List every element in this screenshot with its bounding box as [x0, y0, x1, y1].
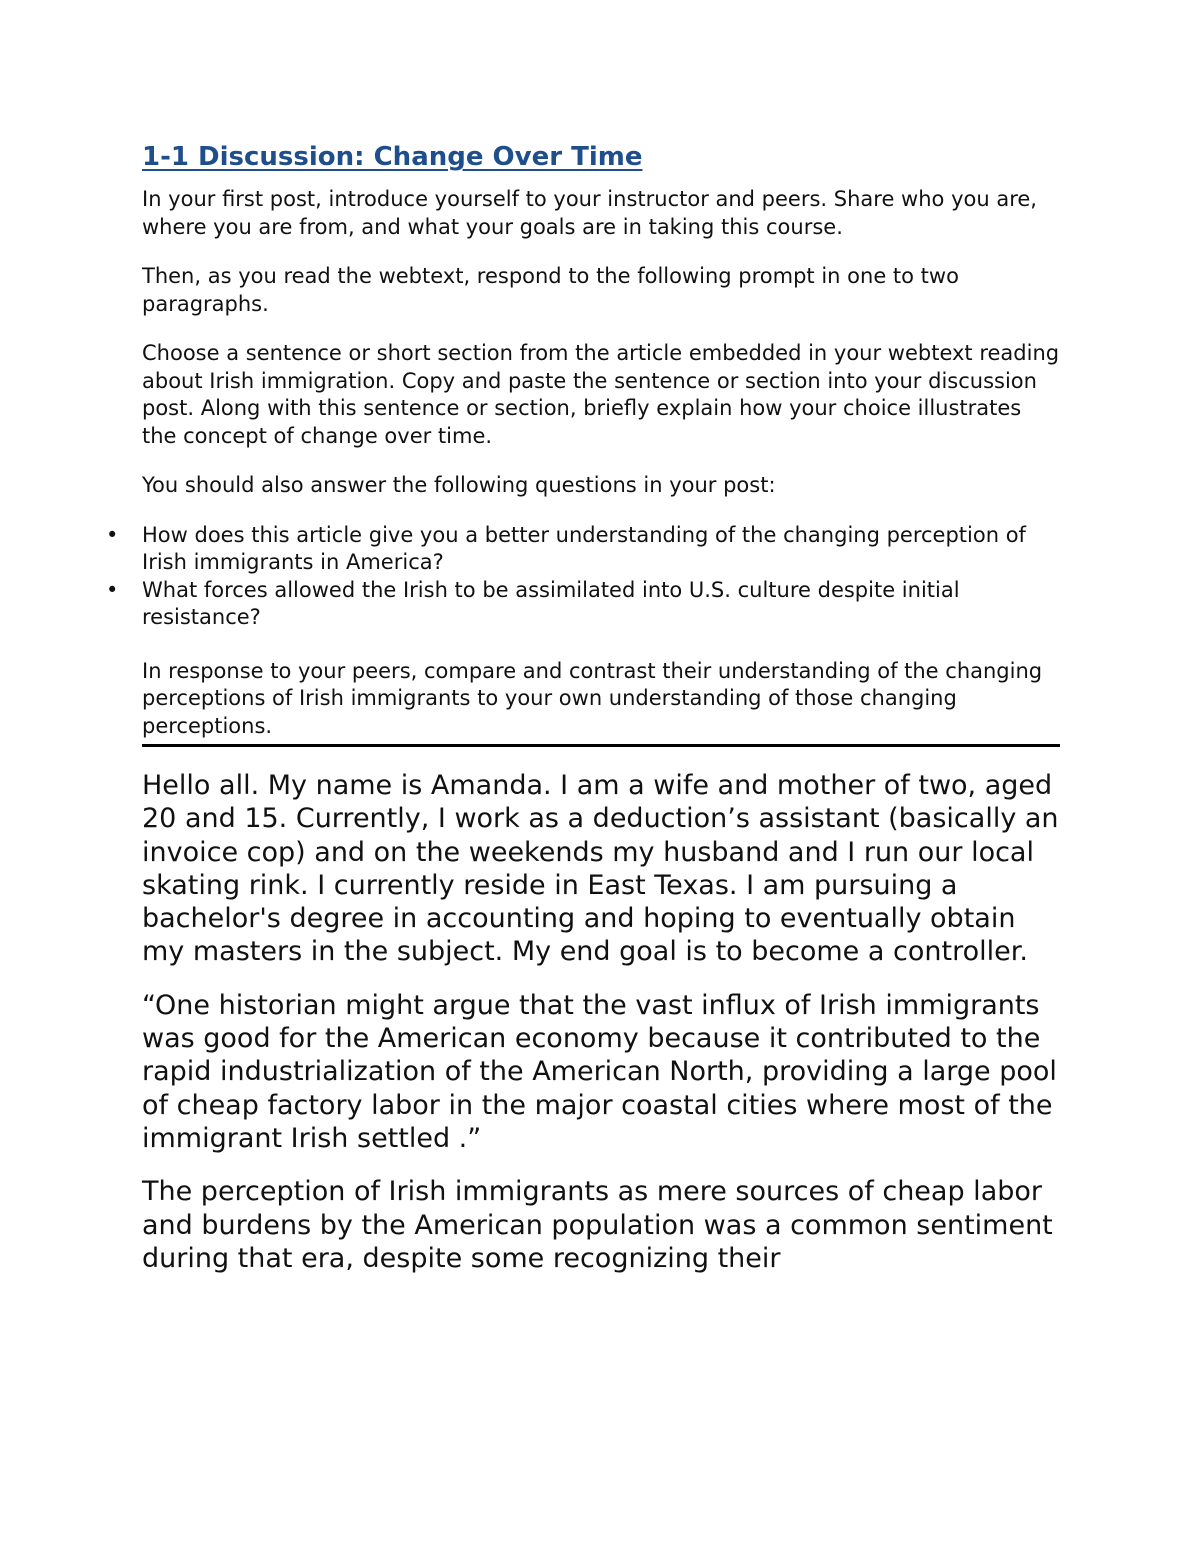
prompt-paragraph-questions: You should also answer the following questions in your post: [142, 473, 776, 497]
response-quote: “One historian might argue that the vast influx of Irish immigrants was good for the American economy because it contributed to the rapid industrialization of the American North, providing a large pool of cheap factory labor in the major coastal cities where most of the immigrant Irish settled .” [142, 989, 1057, 1154]
question-text: What forces allowed the Irish to be assimilated into U.S. culture despite initial resistance? [142, 577, 960, 629]
section-divider [142, 744, 1060, 747]
prompt-paragraph-then: Then, as you read the webtext, respond to the following prompt in one to two paragraphs. [142, 264, 959, 316]
bullet-icon: • [106, 522, 119, 547]
prompt-question-list [106, 522, 1062, 632]
list-item [106, 577, 1062, 632]
discussion-prompt [106, 186, 1062, 740]
bullet-icon: • [106, 577, 119, 602]
list-item [106, 522, 1062, 577]
document-page [106, 138, 1062, 1295]
document-title: 1-1 Discussion: Change Over Time [142, 142, 643, 172]
response-analysis: The perception of Irish immigrants as mere sources of cheap labor and burdens by the American population was a common sentiment during that era, despite some recognizing their [142, 1176, 1053, 1274]
prompt-paragraph-peers: In response to your peers, compare and contrast their understanding of the changing perceptions of Irish immigrants to your own understanding of those changing perceptions. [142, 658, 1043, 738]
student-response [142, 769, 1062, 1275]
prompt-paragraph-intro: In your first post, introduce yourself to your instructor and peers. Share who you are, where you are from, and what your goals are in taking this course. [142, 187, 1037, 239]
prompt-paragraph-choose: Choose a sentence or short section from the article embedded in your webtext reading about Irish immigration. Copy and paste the sentence or section into your discussion post. Along with this sentence or section, briefly explain how your choice illustrates the concept of change over time. [142, 341, 1060, 448]
question-text: How does this article give you a better understanding of the changing perception of Irish immigrants in America? [142, 522, 1026, 574]
response-intro: Hello all. My name is Amanda. I am a wife and mother of two, aged 20 and 15. Currently, I work as a deduction’s assistant (basically an invoice cop) and on the weekends my husband and I run our local skating rink. I currently reside in East Texas. I am pursuing a bachelor's degree in accounting and hoping to eventually obtain my masters in the subject. My end goal is to become a controller. [142, 770, 1059, 968]
